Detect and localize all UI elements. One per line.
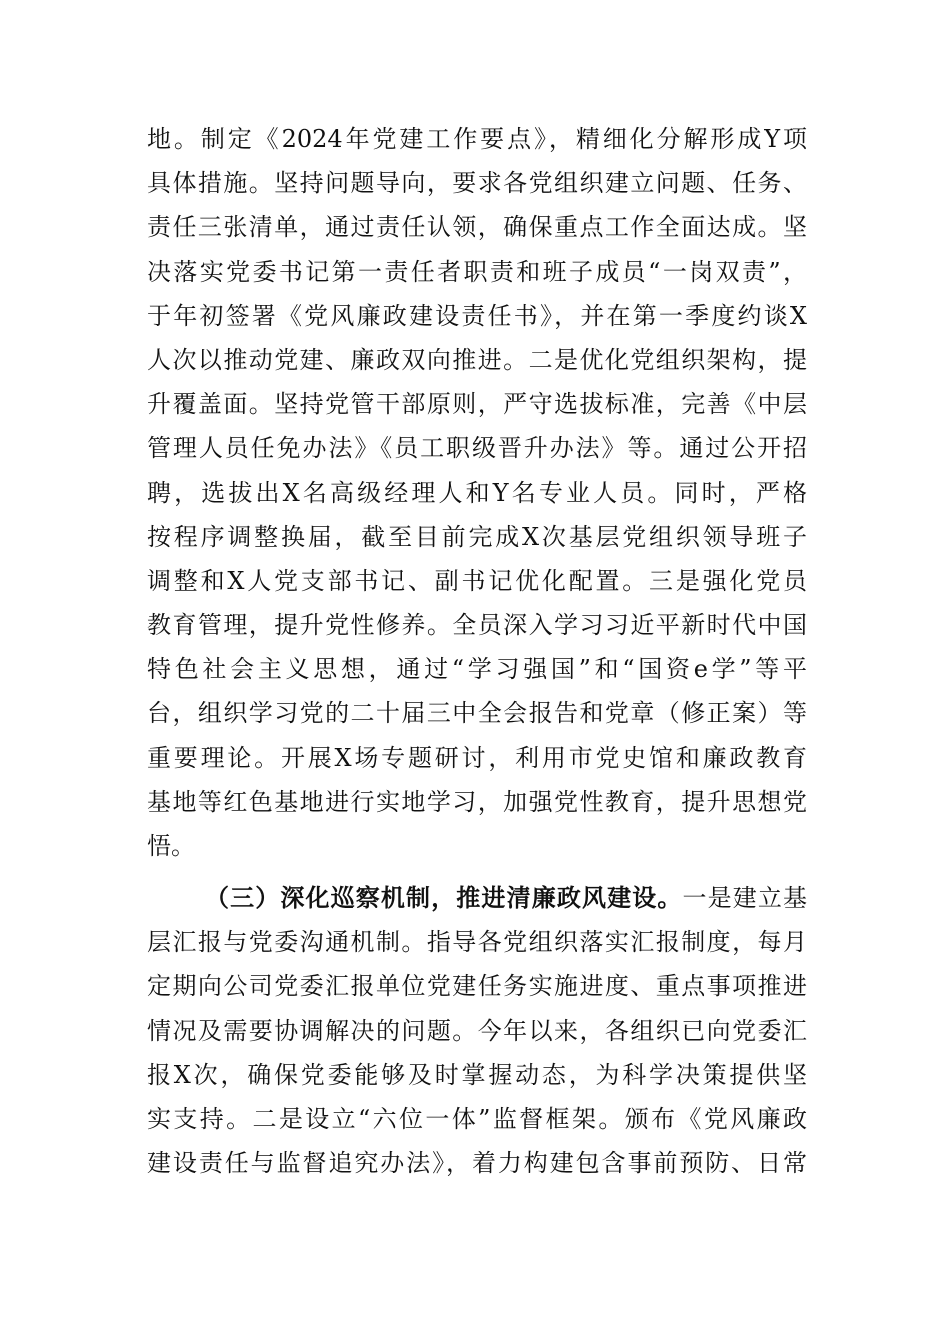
paragraph-2	[147, 876, 807, 1185]
paragraph-1-line: 基地等红色基地进行实地学习，加强党性教育，提升思想党	[147, 787, 807, 816]
paragraph-1-line: 按程序调整换届，截至目前完成X次基层党组织领导班子	[147, 522, 807, 551]
paragraph-1-line: 于年初签署《党风廉政建设责任书》，并在第一季度约谈X	[147, 301, 807, 330]
paragraph-1-line: 责任三张清单，通过责任认领，确保重点工作全面达成。坚	[147, 213, 807, 242]
paragraph-1-line: 地。制定《2024年党建工作要点》，精细化分解形成Y项	[147, 125, 807, 153]
paragraph-1-line: 管理人员任免办法》《员工职级晋升办法》等。通过公开招	[147, 434, 807, 463]
paragraph-1-line: 教育管理，提升党性修养。全员深入学习习近平新时代中国	[147, 611, 807, 640]
paragraph-2-first-line	[147, 876, 807, 920]
paragraph-2-line: 实支持。二是设立“六位一体”监督框架。颁布《党风廉政	[147, 1104, 807, 1133]
paragraph-1-line: 人次以推动党建、廉政双向推进。二是优化党组织架构，提	[147, 345, 807, 374]
paragraph-2-line: 层汇报与党委沟通机制。指导各党组织落实汇报制度，每月	[147, 928, 807, 957]
paragraph-1-line: 重要理论。开展X场专题研讨，利用市党史馆和廉政教育	[147, 743, 807, 772]
paragraph-2-line: 建设责任与监督追究办法》，着力构建包含事前预防、日常	[147, 1149, 807, 1178]
paragraph-1	[147, 117, 807, 868]
paragraph-2-line: 情况及需要协调解决的问题。今年以来，各组织已向党委汇	[147, 1016, 807, 1045]
paragraph-2-line: 报X次，确保党委能够及时掌握动态，为科学决策提供坚	[147, 1060, 807, 1089]
paragraph-1-line: 特色社会主义思想，通过“学习强国”和“国资e学”等平	[147, 655, 807, 684]
paragraph-1-line: 升覆盖面。坚持党管干部原则，严守选拔标准，完善《中层	[147, 390, 807, 419]
section-heading: （三）深化巡察机制，推进清廉政风建设。	[205, 883, 683, 912]
paragraph-1-line: 聘，选拔出X名高级经理人和Y名专业人员。同时，严格	[147, 478, 807, 507]
paragraph-1-line: 悟。	[147, 832, 195, 860]
paragraph-2-line: 定期向公司党委汇报单位党建任务实施进度、重点事项推进	[147, 972, 807, 1001]
paragraph-1-line: 调整和X人党支部书记、副书记优化配置。三是强化党员	[147, 566, 807, 595]
paragraph-2-first-line-text: 一是建立基	[682, 884, 808, 912]
paragraph-1-line: 台，组织学习党的二十届三中全会报告和党章（修正案）等	[147, 699, 807, 728]
paragraph-1-line: 具体措施。坚持问题导向，要求各党组织建立问题、任务、	[147, 169, 807, 198]
paragraph-1-line: 决落实党委书记第一责任者职责和班子成员“一岗双责”，	[147, 257, 807, 286]
